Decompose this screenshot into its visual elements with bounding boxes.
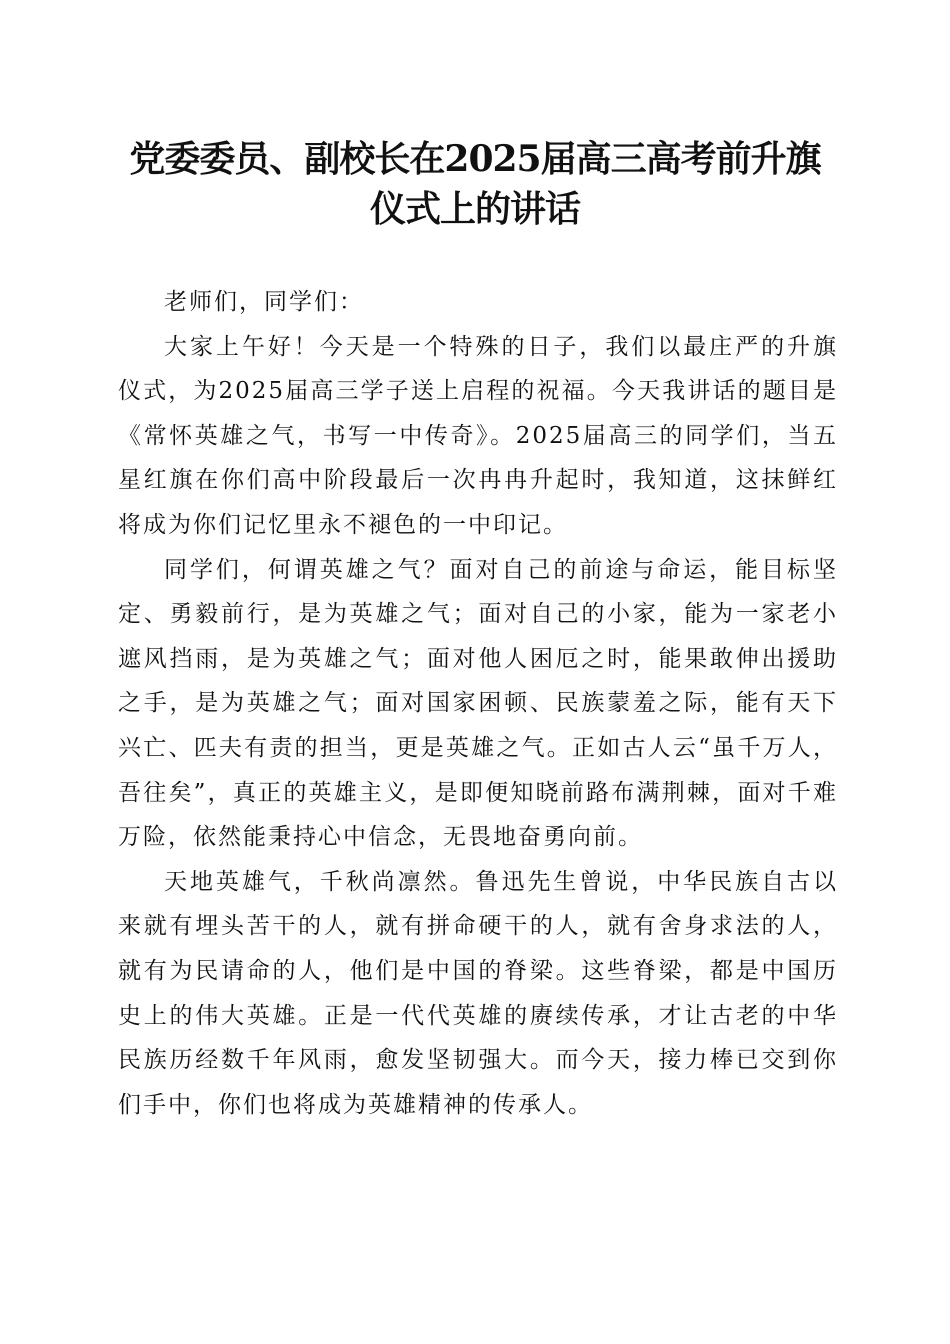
title-line-2: 仪式上的讲话 [369, 188, 580, 230]
salutation: 老师们，同学们： [164, 289, 364, 315]
title-line-1: 党委委员、副校长在2025届高三高考前升旗 [129, 138, 821, 180]
document-title [110, 134, 840, 234]
document-body [118, 280, 838, 1127]
paragraph-1: 大家上午好！今天是一个特殊的日子，我们以最庄严的升旗仪式，为2025届高三学子送上启程的祝福。今天我讲话的题目是《常怀英雄之气，书写一中传奇》。2025届高三的同学们，当五星红旗在你们高中阶段最后一次冉冉升起时，我知道，这抹鲜红将成为你们记忆里永不褪色的一中印记。 [118, 333, 838, 538]
paragraph-3: 天地英雄气，千秋尚凛然。鲁迅先生曾说，中华民族自古以来就有埋头苦干的人，就有拼命硬干的人，就有舍身求法的人，就有为民请命的人，他们是中国的脊梁。这些脊梁，都是中国历史上的伟大英雄。正是一代代英雄的赓续传承，才让古老的中华民族历经数千年风雨，愈发坚韧强大。而今天，接力棒已交到你们手中，你们也将成为英雄精神的传承人。 [118, 868, 838, 1118]
paragraph-2: 同学们，何谓英雄之气？面对自己的前途与命运，能目标坚定、勇毅前行，是为英雄之气；面对自己的小家，能为一家老小遮风挡雨，是为英雄之气；面对他人困厄之时，能果敢伸出援助之手，是为英雄之气；面对国家困顿、民族蒙羞之际，能有天下兴亡、匹夫有责的担当，更是英雄之气。正如古人云“虽千万人，吾往矣”，真正的英雄主义，是即便知晓前路布满荆棘，面对千难万险，依然能秉持心中信念，无畏地奋勇向前。 [118, 556, 838, 851]
